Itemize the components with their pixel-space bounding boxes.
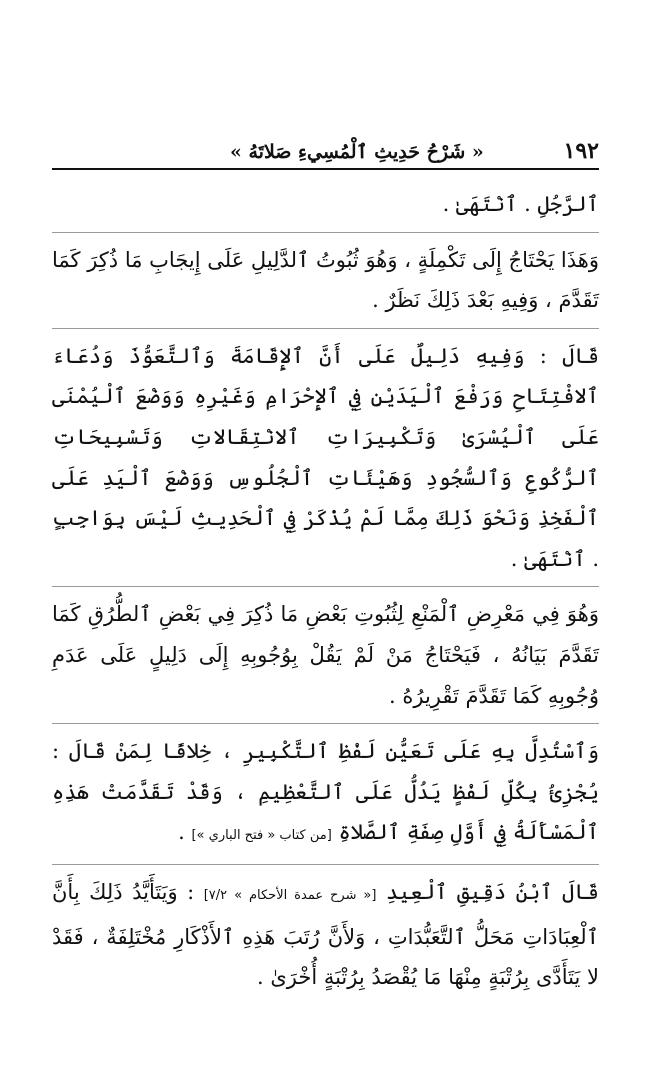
paragraph-4-text: وَهُوَ فِي مَعْرِضِ ٱلْمَنْعِ لِثُبُوتِ بَعْضِ مَا ذُكِرَ فِي بَعْضِ ٱلطُّرُقِ كَمَا تَقَدَّمَ بَيَانُهُ ، فَيَحْتَاجُ مَنْ لَمْ يَقُلْ بِوُجُوبِهِ إِلَى دَلِيلٍ عَلَى عَدَمِ وُجُوبِهِ كَمَا تَقَدَّمَ تَقْرِيرُهُ . [52, 602, 599, 708]
paragraph-2 [52, 236, 599, 325]
source-citation: [من كتاب « فتح الباري »] [191, 828, 332, 844]
page-header [52, 122, 599, 162]
paragraph-1 [52, 180, 599, 229]
page-number: ١٩٢ [563, 138, 599, 164]
paragraph-6-lead: قَالَ ٱبْنُ دَقِيقِ ٱلْعِيدِ [376, 879, 599, 904]
header-rule [52, 168, 599, 170]
paragraph-divider [52, 328, 599, 329]
page-body [52, 180, 599, 1002]
paragraph-3 [52, 332, 599, 584]
paragraph-divider [52, 232, 599, 233]
paragraph-2-text: وَهَذَا يَحْتَاجُ إِلَى تَكْمِلَةٍ ، وَهُوَ ثُبُوتُ ٱلدَّلِيلِ عَلَى إِيجَابِ مَا ذُكِرَ كَمَا تَقَدَّمَ ، وَفِيهِ بَعْدَ ذَلِكَ نَظَرٌ . [52, 247, 599, 313]
paragraph-5-tail: . [178, 820, 185, 845]
paragraph-5-text: وَٱسْتُدِلَّ بِهِ عَلَى تَعَيُّنِ لَفْظِ ٱلتَّكْبِيرِ ، خِلافًا لِمَنْ قَالَ : يُجْزِئُ بِكُلِّ لَفْظٍ يَدُلُّ عَلَى ٱلتَّعْظِيمِ ، وَقَدْ تَقَدَّمَتْ هَذِهِ ٱلْمَسْأَلَةُ فِي أَوَّلِ صِفَةِ ٱلصَّلاةِ [52, 739, 600, 845]
paragraph-4 [52, 590, 599, 720]
running-title: « شَرْحُ حَدِيثِ ٱلْمُسِيءِ صَلاتَهُ » [230, 141, 484, 163]
paragraph-divider [52, 864, 599, 865]
paragraph-6 [52, 868, 599, 1002]
paragraph-3-text: قَالَ : وَفِيهِ دَلِيلٌ عَلَى أَنَّ ٱلإِقَامَةَ وَٱلتَّعَوُّذَ وَدُعَاءَ ٱلافْتِتَاحِ وَرَفْعَ ٱلْيَدَيْنِ فِي ٱلإِحْرَامِ وَغَيْرِهِ وَوَضْعَ ٱلْيُمْنَى عَلَى ٱلْيُسْرَىٰ وَتَكْبِيرَاتِ ٱلانْتِقَالاتِ وَتَسْبِيحَاتِ ٱلرُّكُوعِ وَٱلسُّجُودِ وَهَيْئَاتِ ٱلْجُلُوسِ وَوَضْعَ ٱلْيَدِ عَلَى ٱلْفَخِذِ وَنَحْوَ ذَلِكَ مِمَّا لَمْ يُذْكَرْ فِي ٱلْحَدِيثِ لَيْسَ بِوَاجِبٍ . ٱنْتَهَىٰ . [52, 343, 599, 571]
paragraph-5 [52, 727, 599, 861]
paragraph-divider [52, 723, 599, 724]
paragraph-6-text: : وَيَتَأَيَّدُ ذَلِكَ بِأَنَّ ٱلْعِبَادَاتِ مَحَلُّ ٱلتَّعَبُّدَاتِ ، وَلأَنَّ رُتَبَ هَذِهِ ٱلأَذْكَارِ مُخْتَلِفَةٌ ، فَقَدْ لا يَتَأَدَّى بِرُتْبَةٍ مِنْهَا مَا يُقْصَدُ بِرُتْبَةٍ أُخْرَىٰ . [52, 879, 599, 990]
source-citation: [« شرح عمدة الأحكام » ٧/٢] [203, 887, 377, 903]
paragraph-divider [52, 586, 599, 587]
paragraph-1-text: ٱلرَّجُلِ . ٱنْتَهَىٰ . [442, 192, 599, 216]
